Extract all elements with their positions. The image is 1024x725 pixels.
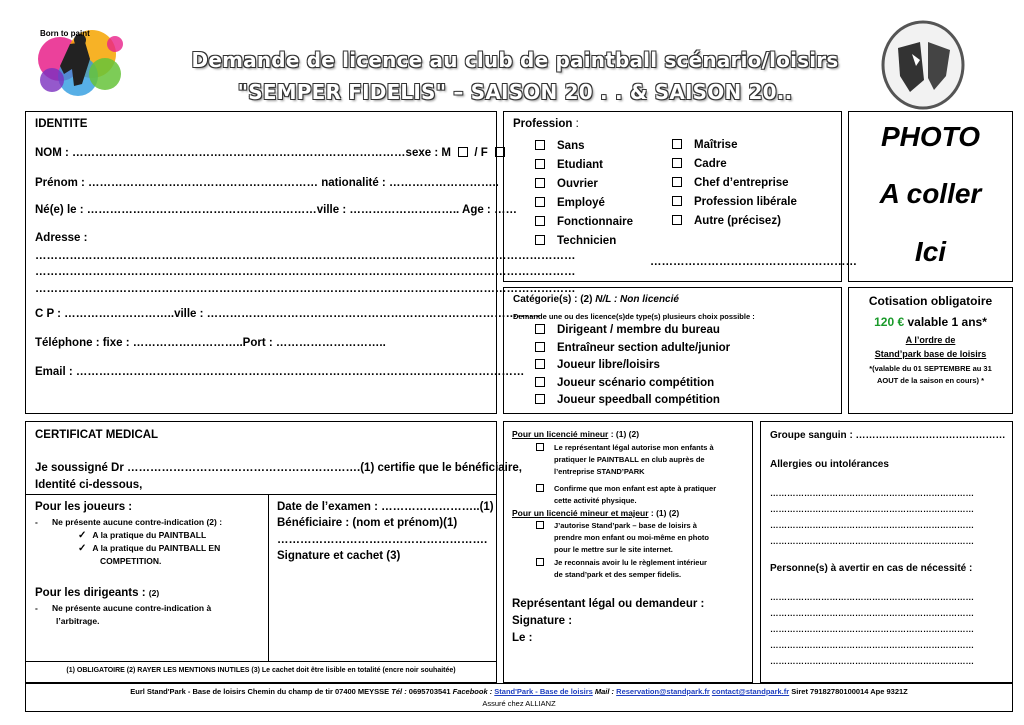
checkbox[interactable]: [535, 324, 545, 334]
joueurs-sub1-text: A la pratique du PAINTBALL: [92, 530, 207, 540]
adresse-label: Adresse :: [35, 232, 88, 244]
checkbox[interactable]: [535, 159, 545, 169]
allergies-line[interactable]: ………………………………………………………………: [770, 488, 974, 498]
mineur-item1-line2: pratiquer le PAINTBALL en club auprès de: [554, 455, 705, 464]
checkbox[interactable]: [535, 216, 545, 226]
personnes-line[interactable]: ………………………………………………………………: [770, 640, 974, 650]
dirigeants-note: (2): [148, 588, 160, 598]
adresse-line-1[interactable]: ……………………………………………………………………………………………………………………………: [35, 250, 576, 262]
price-validity: valable 1 ans*: [907, 315, 987, 329]
cotisation-ordre: A l’ordre de: [905, 335, 956, 345]
categorie-option[interactable]: [535, 359, 730, 377]
photo-line2: A coller: [879, 178, 982, 209]
photo-line3: Ici: [914, 236, 947, 267]
joueurs-item: - Ne présente aucune contre-indication (2) :: [35, 517, 223, 527]
footer-tel-label: Tél :: [391, 687, 407, 696]
reservation-email-link[interactable]: Reservation@standpark.fr: [616, 687, 710, 696]
profession-option[interactable]: [535, 178, 633, 197]
cp-ville-field[interactable]: C P : ………………………..ville : ……………………………………………………………………………: [35, 308, 541, 320]
mineur-item3-line2: prendre mon enfant ou moi-même en photo: [554, 533, 710, 542]
checkbox[interactable]: [536, 443, 544, 451]
option-label: Autre (précisez): [694, 215, 781, 227]
mineur-item4-line1: Je reconnais avoir lu le règlement intérieur: [554, 558, 707, 567]
date-label[interactable]: Le :: [512, 632, 533, 644]
allergies-line[interactable]: ………………………………………………………………: [770, 520, 974, 530]
mineur-item2-line1: Confirme que mon enfant est apte à pratiquer: [554, 484, 717, 493]
profession-option[interactable]: [672, 215, 797, 234]
categorie-option[interactable]: [535, 342, 730, 360]
cotisation-heading: Cotisation obligatoire: [868, 294, 993, 308]
groupe-sanguin-field[interactable]: Groupe sanguin : ………………………………………: [770, 430, 1006, 441]
mineur-heading1-suffix: : (1) (2): [610, 429, 640, 439]
categorie-heading: [513, 294, 679, 305]
mineur-item4-line2: de stand’park et des semper fidelis.: [554, 570, 682, 579]
mineur-item1-line3: l’entreprise STAND’PARK: [554, 467, 645, 476]
option-label: Etudiant: [557, 159, 603, 171]
sexe-f-label: / F: [474, 147, 488, 159]
dirigeants-item-1: - Ne présente aucune contre-indication à: [35, 603, 212, 613]
footer-fb-label: Facebook :: [452, 687, 493, 696]
club-logo: [30, 14, 130, 106]
joueurs-sub2-text: A la pratique du PAINTBALL EN: [92, 543, 221, 553]
nom-label: NOM : ……………………………………………………………………………sexe : M: [35, 147, 451, 159]
contact-email-link[interactable]: contact@standpark.fr: [711, 687, 790, 696]
profession-option[interactable]: [535, 197, 633, 216]
option-label: Technicien: [557, 235, 617, 247]
checkbox[interactable]: [672, 177, 682, 187]
footer-company: Eurl Stand'Park - Base de loisirs Chemin du champ de tir 07400 MEYSSE: [130, 687, 390, 696]
option-label: Joueur speedball compétition: [557, 394, 720, 406]
checkbox[interactable]: [536, 558, 544, 566]
option-label: Employé: [557, 197, 605, 209]
certificat-divider-top: [25, 494, 497, 495]
cotisation-beneficiaire: Stand’park base de loisirs: [874, 349, 987, 359]
profession-option[interactable]: [672, 158, 797, 177]
profession-option[interactable]: [672, 177, 797, 196]
profession-heading: Profession :: [513, 118, 579, 130]
certificat-footnote: (1) OBLIGATOIRE (2) RAYER LES MENTIONS INUTILES (3) Le cachet doit être lisible en totalité (encre noir souhaitée): [66, 667, 456, 674]
dirigeants-heading-text: Pour les dirigeants :: [35, 587, 146, 599]
signature-cachet-label: Signature et cachet (3): [277, 550, 401, 562]
certificat-line-1[interactable]: Je soussigné Dr …………………………………………………….(1) certifie que le bénéficiaire,: [35, 462, 522, 474]
cotisation-price: [848, 315, 1013, 329]
option-label: Profession libérale: [694, 196, 797, 208]
checkbox[interactable]: [672, 158, 682, 168]
certificat-divider-bottom: [25, 661, 497, 662]
profession-option[interactable]: [535, 216, 633, 235]
checkbox[interactable]: [672, 215, 682, 225]
page-title-line2: "SEMPER FIDELIS" – SAISON 20 . . & SAISON 20..: [237, 80, 793, 104]
profession-col2: [672, 139, 797, 234]
checkbox[interactable]: [535, 377, 545, 387]
checkbox[interactable]: [535, 342, 545, 352]
profession-option[interactable]: [535, 235, 633, 254]
checkbox[interactable]: [535, 140, 545, 150]
checkmark-icon: ✓: [78, 530, 87, 541]
mineur-heading2-suffix: : (1) (2): [650, 508, 680, 518]
checkbox[interactable]: [672, 139, 682, 149]
cotisation-note-1: *(valable du 01 SEPTEMBRE au 31: [869, 364, 992, 373]
mineur-item-3[interactable]: [536, 520, 709, 556]
telephone-field[interactable]: Téléphone : fixe : ………………………..Port : ………………………..: [35, 337, 386, 349]
mineur-heading2-text: Pour un licencié mineur et majeur: [512, 508, 649, 518]
adresse-line-2[interactable]: ……………………………………………………………………………………………………………………………: [35, 266, 576, 278]
personnes-line[interactable]: ………………………………………………………………: [770, 608, 974, 618]
dirigeants-item-2: l’arbitrage.: [56, 616, 100, 626]
checkbox[interactable]: [535, 178, 545, 188]
beneficiaire-line[interactable]: ……………………………………………….: [277, 534, 488, 546]
checkbox[interactable]: [535, 359, 545, 369]
allergies-line[interactable]: ………………………………………………………………: [770, 536, 974, 546]
joueurs-item-text: Ne présente aucune contre-indication (2) :: [52, 517, 223, 527]
joueurs-sub-1[interactable]: [78, 530, 206, 541]
personnes-line[interactable]: ………………………………………………………………: [770, 656, 974, 666]
option-label: Joueur scénario compétition: [557, 376, 715, 389]
personnes-line[interactable]: ………………………………………………………………: [770, 624, 974, 634]
option-label: Fonctionnaire: [557, 216, 634, 228]
option-label: Cadre: [694, 158, 727, 170]
joueurs-sub-2[interactable]: [78, 543, 220, 554]
joueurs-sub-2b: COMPETITION.: [100, 556, 162, 566]
naissance-field[interactable]: Né(e) le : ……………………………………………………ville : ……………………….. Age : ……: [35, 204, 517, 216]
profession-autre-line[interactable]: ………………………………………………: [650, 256, 857, 268]
checkbox[interactable]: [672, 196, 682, 206]
checkbox[interactable]: [536, 484, 544, 492]
mineur-heading-1: [512, 429, 639, 439]
categorie-option[interactable]: [535, 324, 730, 342]
allergies-line[interactable]: ………………………………………………………………: [770, 504, 974, 514]
mineur-item1-line1: Le représentant légal autorise mon enfants à: [554, 443, 714, 452]
option-label: Sans: [557, 140, 585, 152]
categorie-label: Catégorie(s) : (2): [513, 294, 593, 305]
allergies-label: Allergies ou intolérances: [770, 459, 889, 470]
mineur-item3-line3: pour le mettre sur le site internet.: [554, 545, 673, 554]
option-label: Entraîneur section adulte/junior: [557, 341, 731, 354]
club-emblem: [880, 20, 966, 110]
option-label: Chef d’entreprise: [694, 177, 789, 189]
categorie-option[interactable]: [535, 394, 730, 412]
checkmark-icon: ✓: [78, 543, 87, 554]
profession-option[interactable]: [672, 139, 797, 158]
adresse-line-3[interactable]: ……………………………………………………………………………………………………………………………: [35, 283, 576, 295]
nom-field[interactable]: [35, 147, 505, 159]
option-label: Joueur libre/loisirs: [557, 359, 660, 371]
mineur-item2-line2: cette activité physique.: [554, 496, 637, 505]
mineur-item-1[interactable]: [536, 442, 714, 478]
option-label: Maîtrise: [694, 139, 738, 151]
profession-option[interactable]: [535, 159, 633, 178]
checkbox[interactable]: [535, 235, 545, 245]
certificat-divider-mid: [268, 494, 269, 661]
price-amount: 120 €: [874, 315, 905, 329]
mineur-heading1-text: Pour un licencié mineur: [512, 429, 609, 439]
categorie-option[interactable]: [535, 377, 730, 395]
representant-label: Représentant légal ou demandeur :: [512, 598, 705, 610]
categorie-nl-note: N/L : Non licencié: [595, 294, 679, 305]
footer-mail-label: Mail :: [594, 687, 615, 696]
dirigeants-heading: [35, 587, 159, 599]
identite-heading: IDENTITE: [35, 118, 88, 130]
certificat-line-2: Identité ci-dessous,: [35, 479, 143, 491]
logo-text: Born to paint: [40, 29, 90, 38]
photo-line1: PHOTO: [880, 121, 981, 152]
personnes-label: Personne(s) à avertir en cas de nécessité :: [770, 563, 973, 574]
footer-assurance: Assuré chez ALLIANZ: [482, 699, 556, 708]
footer-contact: [25, 687, 1013, 696]
profession-option[interactable]: [672, 196, 797, 215]
email-field[interactable]: Email : ………………………………………………………………………………………………………: [35, 366, 525, 378]
footer-siret: Siret 79182780100014 Ape 9321Z: [791, 687, 908, 696]
personnes-line[interactable]: ………………………………………………………………: [770, 592, 974, 602]
option-label: Dirigeant / membre du bureau: [557, 324, 720, 336]
dirigeants-item1-text: Ne présente aucune contre-indication à: [52, 603, 212, 613]
profession-option[interactable]: [535, 140, 633, 159]
option-label: Ouvrier: [557, 178, 598, 190]
beneficiaire-field: Bénéficiaire : (nom et prénom)(1): [277, 517, 458, 529]
certificat-heading: CERTIFICAT MEDICAL: [35, 429, 159, 441]
profession-label: Profession: [513, 118, 573, 130]
mineur-item-2[interactable]: [536, 483, 716, 507]
checkbox[interactable]: [536, 521, 544, 529]
cotisation-note-2: AOUT de la saison en cours) *: [876, 376, 985, 385]
checkbox[interactable]: [535, 197, 545, 207]
signature-label[interactable]: Signature :: [512, 615, 573, 627]
mineur-heading-2: [512, 508, 679, 518]
checkbox[interactable]: [535, 394, 545, 404]
prenom-field[interactable]: Prénom : …………………………………………………… nationalité : ………………………..: [35, 177, 499, 189]
categorie-subtitle: Demande une ou des licence(s)de type(s) plusieurs choix possible :: [513, 312, 755, 321]
date-examen-field[interactable]: Date de l’examen : ……………………..(1): [277, 501, 494, 513]
categorie-list: [535, 324, 730, 412]
mineur-item-4[interactable]: [536, 557, 707, 581]
joueurs-heading: Pour les joueurs :: [35, 501, 133, 513]
sexe-m-checkbox[interactable]: [458, 147, 468, 157]
facebook-link[interactable]: Stand'Park - Base de loisirs: [494, 687, 593, 696]
footer-tel: 0695703541: [408, 687, 451, 696]
profession-col1: [535, 140, 633, 254]
page-title-line1: Demande de licence au club de paintball scénario/loisirs: [191, 48, 839, 72]
mineur-item3-line1: J’autorise Stand’park – base de loisirs à: [554, 521, 697, 530]
